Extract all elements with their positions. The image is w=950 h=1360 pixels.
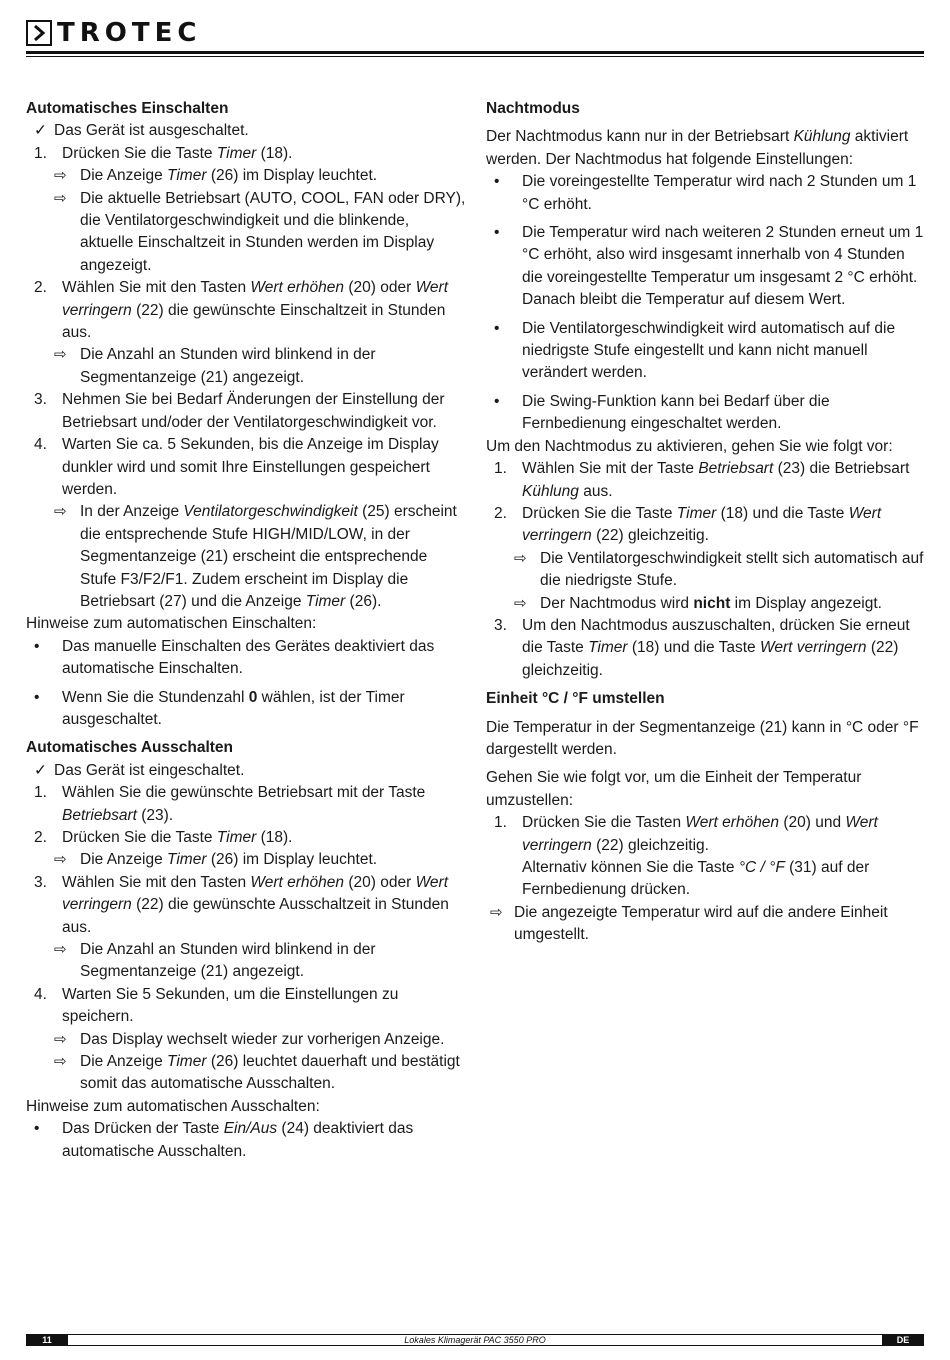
arrow-right-icon: ⇨ — [54, 189, 67, 207]
step: 2. Drücken Sie die Taste Timer (18). — [34, 829, 293, 846]
step: 1. Wählen Sie die gewünschte Betriebsart mit der Taste Betriebsart (23). — [34, 784, 426, 824]
step: 1. Wählen Sie mit der Taste Betriebsart (23) die Betriebsart Kühlung aus. — [494, 460, 910, 500]
brand-name: TROTEC — [57, 18, 202, 48]
arrow-right-icon: ⇨ — [514, 549, 527, 567]
brand-logo — [26, 20, 201, 46]
arrow-right-icon: ⇨ — [54, 851, 67, 869]
arrow-right-icon: ⇨ — [54, 503, 67, 521]
step: 4. Warten Sie ca. 5 Sekunden, bis die Anzeige im Display dunkler wird und somit Ihre Einstellungen gespeichert werden. — [34, 436, 439, 498]
page-footer — [26, 1334, 924, 1346]
notes-heading: Hinweise zum automatischen Einschalten: — [26, 615, 317, 633]
arrow-right-icon: ⇨ — [514, 594, 527, 612]
bullet-item: • Die voreingestellte Temperatur wird nach 2 Stunden um 1 °C erhöht. — [494, 173, 917, 213]
step: 1. Drücken Sie die Taste Timer (18). — [34, 144, 293, 162]
bullet-item: • Die Temperatur wird nach weiteren 2 Stunden erneut um 1 °C erhöht, also wird insgesamt innerhalb von 4 Stunden die voreingestellte Temperatur um insgesamt 2 °C erhöht. Danach bleibt die Temperatur auf diesem Wert. — [494, 224, 924, 309]
result: ⇨ Die Anzeige Timer (26) im Display leuchtet. — [26, 849, 466, 871]
arrow-right-icon: ⇨ — [54, 1053, 67, 1071]
section-heading: Automatisches Einschalten — [26, 100, 229, 117]
check-icon: ✓ — [34, 122, 47, 140]
precondition: ✓ Das Gerät ist eingeschaltet. — [26, 760, 466, 782]
step: 1. Drücken Sie die Tasten Wert erhöhen (20) und Wert verringern (22) gleichzeitig. Alternativ können Sie die Taste °C / °F (31) auf der Fernbedienung drücken. — [494, 814, 878, 899]
step: 3. Um den Nachtmodus auszuschalten, drücken Sie erneut die Taste Timer (18) und die Taste Wert verringern (22) gleichzeitig. — [494, 616, 910, 679]
step: 2. Wählen Sie mit den Tasten Wert erhöhen (20) oder Wert verringern (22) die gewünschte Einschaltzeit in Stunden aus. — [34, 279, 449, 342]
note-bullet: • Das Drücken der Taste Ein/Aus (24) deaktiviert das automatische Ausschalten. — [34, 1120, 414, 1160]
result: ⇨ Die Ventilatorgeschwindigkeit stellt sich automatisch auf die niedrigste Stufe. — [486, 548, 926, 593]
section-heading: Einheit °C / °F umstellen — [486, 690, 665, 708]
result: ⇨ Die Anzahl an Stunden wird blinkend in der Segmentanzeige (21) angezeigt. — [26, 939, 466, 984]
result: ⇨ Die angezeigte Temperatur wird auf die andere Einheit umgestellt. — [486, 902, 926, 947]
paragraph: Um den Nachtmodus zu aktivieren, gehen Sie wie folgt vor: — [486, 437, 893, 455]
step: 3. Wählen Sie mit den Tasten Wert erhöhen (20) oder Wert verringern (22) die gewünschte Ausschaltzeit in Stunden aus. — [34, 873, 449, 936]
paragraph: Gehen Sie wie folgt vor, um die Einheit der Temperatur umzustellen: — [486, 769, 862, 809]
arrow-right-icon: ⇨ — [54, 1030, 67, 1048]
header-rule — [26, 51, 924, 54]
bullet-item: • Die Swing-Funktion kann bei Bedarf über die Fernbedienung eingeschaltet werden. — [494, 392, 830, 433]
left-column — [26, 98, 466, 1163]
notes-heading: Hinweise zum automatischen Ausschalten: — [26, 1097, 320, 1115]
page-header — [26, 18, 924, 58]
step: 4. Warten Sie 5 Sekunden, um die Einstellungen zu speichern. — [34, 985, 399, 1026]
result: ⇨ Die Anzahl an Stunden wird blinkend in der Segmentanzeige (21) angezeigt. — [26, 344, 466, 389]
step: 3. Nehmen Sie bei Bedarf Änderungen der Einstellung der Betriebsart und/oder der Ventilatorgeschwindigkeit vor. — [34, 391, 445, 431]
arrow-right-icon: ⇨ — [54, 346, 67, 364]
result: ⇨ Die Anzeige Timer (26) im Display leuchtet. — [26, 165, 466, 187]
footer-title: Lokales Klimagerät PAC 3550 PRO — [404, 1335, 546, 1345]
note-bullet: • Das manuelle Einschalten des Gerätes deaktiviert das automatische Einschalten. — [34, 637, 435, 678]
result: ⇨ Die aktuelle Betriebsart (AUTO, COOL, FAN oder DRY), die Ventilatorgeschwindigkeit und die blinkende, aktuelle Einschaltzeit in Stunden werden im Display angezeigt. — [26, 188, 466, 278]
section-heading: Automatisches Ausschalten — [26, 739, 234, 757]
language-code: DE — [882, 1334, 924, 1346]
section-heading: Nachtmodus — [486, 100, 580, 117]
bullet-item: • Die Ventilatorgeschwindigkeit wird automatisch auf die niedrigste Stufe eingestellt und kann nicht manuell verändert werden. — [494, 319, 896, 382]
paragraph: Der Nachtmodus kann nur in der Betriebsart Kühlung aktiviert werden. Der Nachtmodus hat folgende Einstellungen: — [486, 128, 909, 168]
chevron-right-icon — [26, 20, 52, 46]
check-icon: ✓ — [34, 761, 47, 779]
right-column — [486, 98, 926, 947]
arrow-right-icon: ⇨ — [54, 167, 67, 185]
result: ⇨ Das Display wechselt wieder zur vorherigen Anzeige. — [26, 1029, 466, 1051]
result: ⇨ Der Nachtmodus wird nicht im Display angezeigt. — [486, 593, 926, 615]
result: ⇨ Die Anzeige Timer (26) leuchtet dauerhaft und bestätigt somit das automatische Ausschalten. — [26, 1051, 466, 1096]
precondition: ✓ Das Gerät ist ausgeschaltet. — [26, 120, 466, 142]
result: ⇨ In der Anzeige Ventilatorgeschwindigkeit (25) erscheint die entsprechende Stufe HIGH/MID/LOW, in der Segmentanzeige (21) erscheint die entsprechende Stufe F3/F2/F1. Zudem erscheint im Display die Betriebsart (27) und die Anzeige Timer (26). — [26, 501, 466, 613]
note-bullet: • Wenn Sie die Stundenzahl 0 wählen, ist der Timer ausgeschaltet. — [34, 688, 405, 728]
paragraph: Die Temperatur in der Segmentanzeige (21) kann in °C oder °F dargestellt werden. — [486, 718, 919, 758]
page-number: 11 — [26, 1334, 68, 1346]
header-rule-thin — [26, 56, 924, 57]
arrow-right-icon: ⇨ — [54, 941, 67, 959]
arrow-right-icon: ⇨ — [490, 903, 503, 921]
step: 2. Drücken Sie die Taste Timer (18) und die Taste Wert verringern (22) gleichzeitig. — [494, 504, 882, 545]
